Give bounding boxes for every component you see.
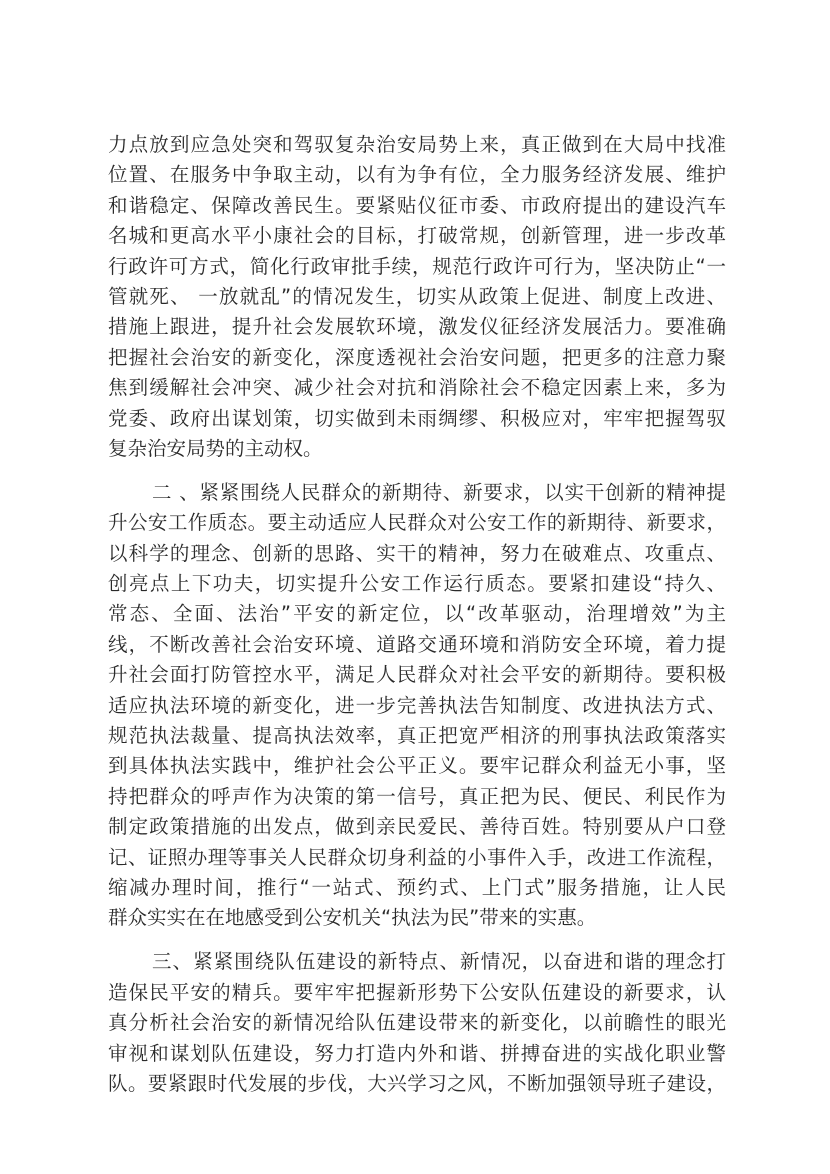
text-line: 记、证照办理等事关人民群众切身利益的小事件入手，改进工作流程，	[108, 845, 726, 869]
document-body	[108, 130, 726, 1113]
text-line: 焦到缓解社会冲突、减少社会对抗和消除社会不稳定因素上来，多为	[108, 376, 726, 400]
text-line: 适应执法环境的新变化，进一步完善执法告知制度、改进执法方式、	[108, 693, 726, 717]
text-line: 把握社会治安的新变化，深度透视社会治安问题，把更多的注意力聚	[108, 345, 726, 369]
paragraph	[108, 130, 726, 464]
text-line: 造保民平安的精兵。要牢牢把握新形势下公安队伍建设的新要求，认	[108, 980, 726, 1004]
text-line: 规范执法裁量、提高执法效率，真正把宽严相济的刑事执法政策落实	[108, 724, 726, 748]
text-line: 以科学的理念、创新的思路、实干的精神，努力在破难点、攻重点、	[108, 541, 726, 565]
text-line: 升公安工作质态。要主动适应人民群众对公安工作的新期待、新要求，	[108, 511, 726, 535]
text-line: 三、紧紧围绕队伍建设的新特点、新情况，以奋进和谐的理念打	[152, 950, 726, 974]
text-line: 持把群众的呼声作为决策的第一信号，真正把为民、便民、利民作为	[108, 784, 726, 808]
text-line: 管就死、 一放就乱”的情况发生，切实从政策上促进、制度上改进、	[108, 284, 726, 308]
paragraph	[108, 947, 726, 1099]
text-line: 行政许可方式，简化行政审批手续，规范行政许可行为，坚决防止“一	[108, 254, 726, 278]
text-line: 力点放到应急处突和驾驭复杂治安局势上来，真正做到在大局中找准	[108, 133, 726, 156]
text-line: 名城和更高水平小康社会的目标，打破常规，创新管理，进一步改革	[108, 224, 726, 248]
text-line: 措施上跟进，提升社会发展软环境，激发仪征经济发展活力。要准确	[108, 315, 726, 339]
text-line: 常态、全面、法治”平安的新定位，以“改革驱动，治理增效”为主	[108, 602, 726, 626]
text-line: 群众实实在在地感受到公安机关“执法为民”带来的实惠。	[108, 906, 597, 930]
text-line: 审视和谋划队伍建设，努力打造内外和谐、拼搏奋进的实战化职业警	[108, 1041, 726, 1065]
text-line: 复杂治安局势的主动权。	[108, 436, 323, 460]
text-line: 队。要紧跟时代发展的步伐，大兴学习之风，不断加强领导班子建设，	[108, 1071, 726, 1095]
text-line: 制定政策措施的出发点，做到亲民爱民、善待百姓。特别要从户口登	[108, 815, 726, 839]
text-line: 创亮点上下功夫，切实提升公安工作运行质态。要紧扣建设“持久、	[108, 572, 726, 596]
text-line: 缩减办理时间，推行“一站式、预约式、上门式”服务措施，让人民	[108, 875, 726, 899]
text-line: 真分析社会治安的新情况给队伍建设带来的新变化，以前瞻性的眼光	[108, 1011, 726, 1035]
text-line: 线，不断改善社会治安环境、道路交通环境和消防安全环境，着力提	[108, 632, 726, 656]
text-line: 位置、在服务中争取主动，以有为争有位，全力服务经济发展、维护	[108, 163, 726, 187]
text-line: 党委、政府出谋划策，切实做到未雨绸缪、积极应对，牢牢把握驾驭	[108, 406, 726, 430]
text-line: 二 、紧紧围绕人民群众的新期待、新要求，以实干创新的精神提	[152, 480, 726, 504]
text-line: 升社会面打防管控水平，满足人民群众对社会平安的新期待。要积极	[108, 663, 726, 687]
text-line: 和谐稳定、保障改善民生。要紧贴仪征市委、市政府提出的建设汽车	[108, 193, 726, 217]
paragraph	[108, 478, 726, 934]
text-line: 到具体执法实践中，维护社会公平正义。要牢记群众利益无小事，坚	[108, 754, 726, 778]
